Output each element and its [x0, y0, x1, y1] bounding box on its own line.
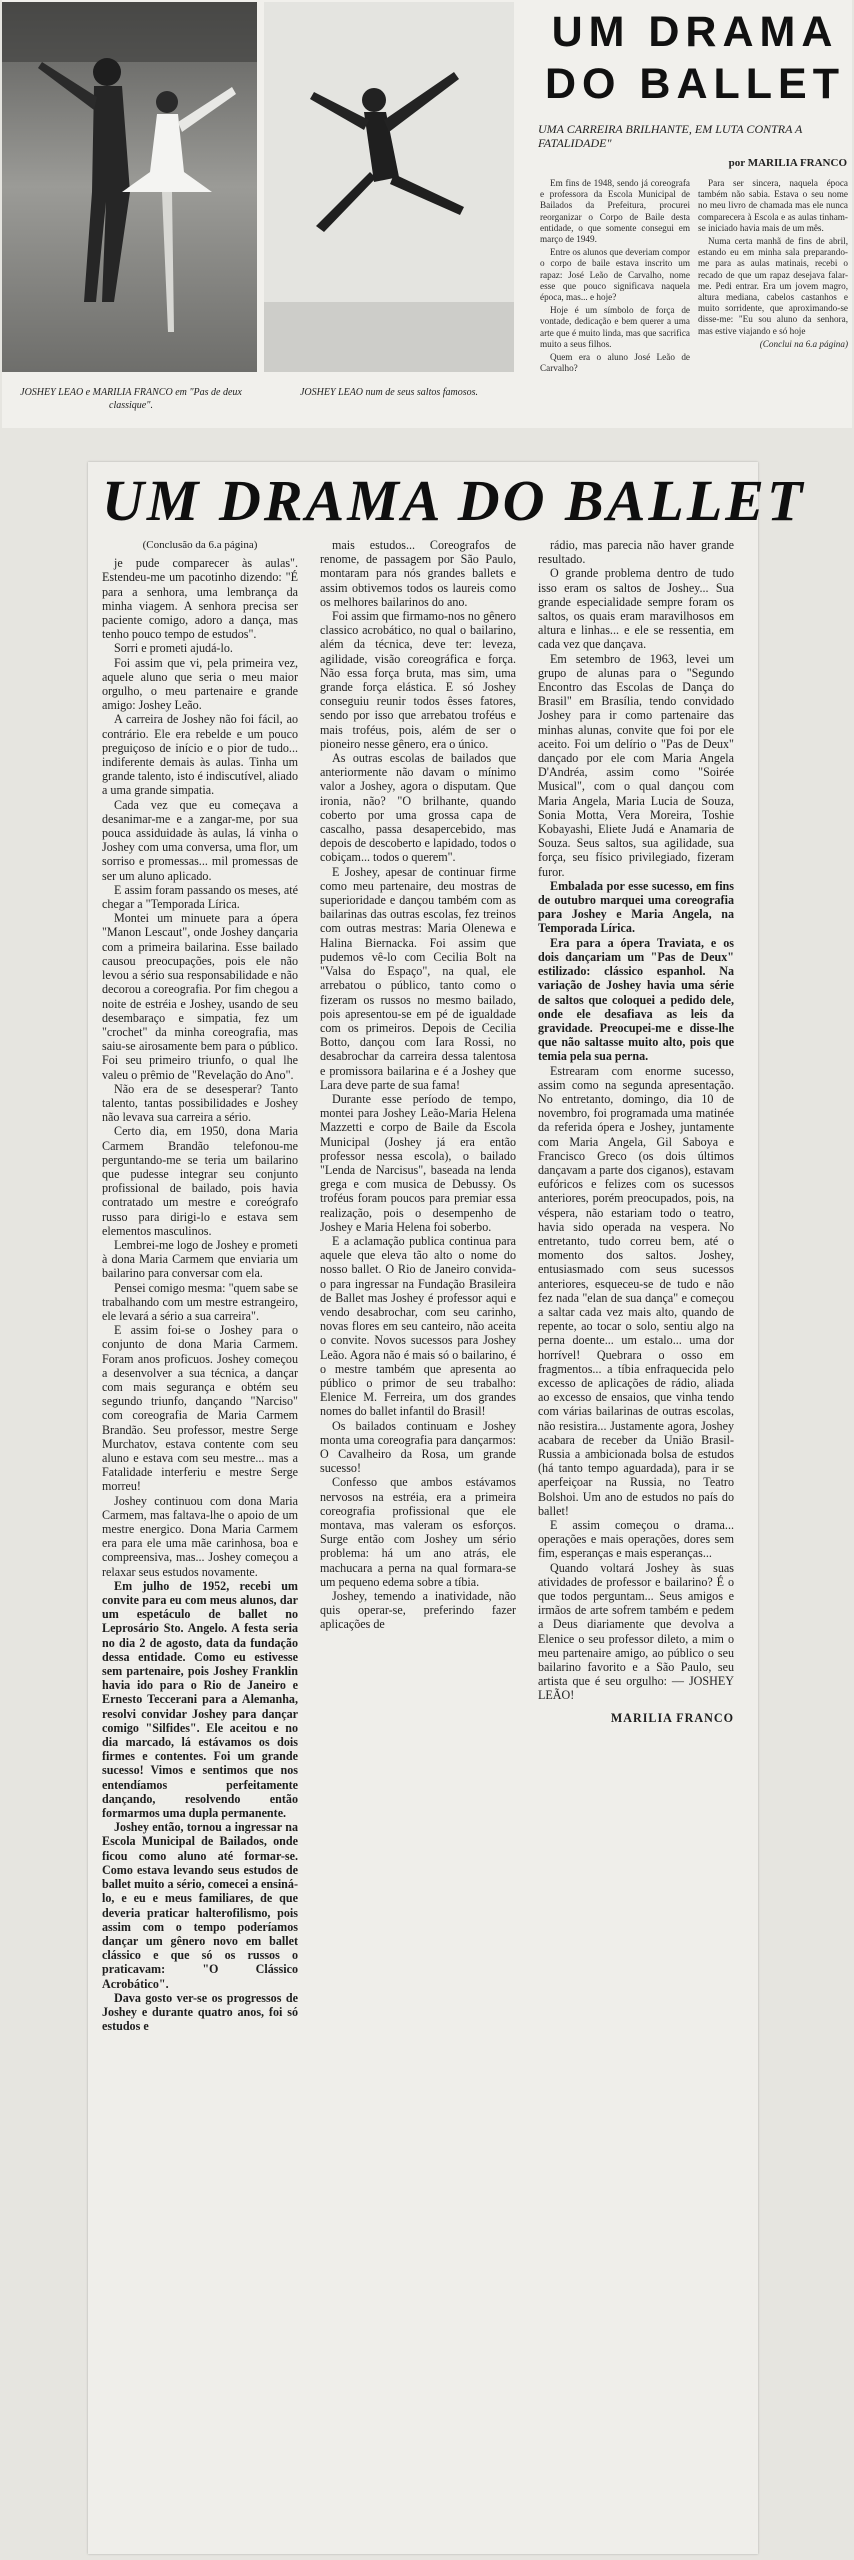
- headline-main: UM DRAMA DO BALLET: [102, 468, 806, 533]
- article-column-3: [538, 538, 734, 1918]
- paragraph: Os bailados continuam e Joshey monta uma coreografia para dançarmos: O Cavalheiro da Rosa, um grande sucesso!: [320, 1418, 516, 1476]
- signature: MARILIA FRANCO: [610, 1710, 734, 1725]
- paragraph: Era para a ópera Traviata, e os dois dançariam um "Pas de Deux" estilizado: clássico espanhol. Na variação de Joshey havia uma série de saltos que coloquei a pedido dele, onde ele desafiava as leis da gravidade. Preocupei-me e disse-lhe que não saltasse muito alto, pois que temia pela sua perna.: [538, 935, 734, 1064]
- top-article-column-2: [698, 178, 848, 352]
- paragraph: Em fins de 1948, sendo já coreografa e professora da Escola Municipal de Bailados da Prefeitura, procurei reorganizar o Corpo de Baile desta entidade, o que somente consegui em março de 1949.: [540, 178, 690, 245]
- paragraph: mais estudos... Coreografos de renome, de passagem por São Paulo, montaram para nós grandes ballets e assim obtivemos todos os laureis como os melhores bailarinos do ano.: [320, 538, 516, 609]
- paragraph: Em julho de 1952, recebi um convite para eu com meus alunos, dar um espetáculo de ballet no Leprosário Sto. Angelo. A festa seria no dia 2 de agosto, data da fundação dessa entidade. Como eu estivesse sem partenaire, pois Joshey Franklin havia ido para o Rio de Janeiro e Ernesto Teccerani para a Alemanha, resolvi convidar Joshey para dançar comigo "Silfides". Ele aceitou e no dia marcado, lá estávamos os dois firmes e contentes. Foi um grande sucesso! Vimos e sentimos que nos entendíamos perfeitamente dançando, resolvendo então formarmos uma dupla permanente.: [102, 1578, 298, 1821]
- continuation-note: (Conclusão da 6.a página): [142, 539, 258, 551]
- top-article-column-1: [540, 178, 690, 376]
- photo-pas-de-deux: [2, 2, 257, 372]
- paragraph: E assim foi-se o Joshey para o conjunto de dona Maria Carmem. Foram anos proficuos. Joshey começou a desenvolver a sua técnica, a dançar com mais segurança e obtém seu segundo triunfo, dançando "Narciso" com coreografia de Maria Carmem Brandão. Seu professor, mestre Serge Murchatov, estava contente com seu aluno e estava com seu mestre... mas a Fatalidade interferiu e mestre Serge morreu!: [102, 1323, 298, 1494]
- paragraph: E assim foram passando os meses, até chegar a "Temporada Lírica.: [102, 882, 298, 912]
- paragraph: O grande problema dentro de tudo isso eram os saltos de Joshey... Sua grande especialidade sempre foram os saltos, os quais eram maravilhosos em altura e linhas... e ele se ressentia, em cada vez que dançava.: [538, 566, 734, 652]
- paragraph: A carreira de Joshey não foi fácil, ao contrário. Ele era rebelde e um pouco preguiçoso de início e o pior de tudo... indiferente demais às aulas. Tinha um grande talento, isto é indiscutível, aliado a uma grande simpatia.: [102, 712, 298, 798]
- paragraph: Numa certa manhã de fins de abril, estando eu em minha sala preparando-me para as aulas matinais, recebi o recado de que um rapaz desejava falar-me. Pedi entrar. Era um jovem magro, altura mediana, cabelos castanhos e muito sorridente, que aproximando-se disse-me: "Eu sou aluno da senhora, mas estive viajando e só hoje: [698, 236, 848, 336]
- paragraph: Confesso que ambos estávamos nervosos na estréia, era a primeira coreografia profissional que ele montava, mas valeram os esforços. Surge então com Joshey um sério problema: há um ano atrás, ele machucara a perna na qual formara-se um pequeno edema sobre a tíbia.: [320, 1475, 516, 1589]
- photo-jump: [264, 2, 514, 372]
- paragraph: Embalada por esse sucesso, em fins de outubro marquei uma coreografia para Joshey e Maria Angela, na Temporada Lírica.: [538, 878, 734, 936]
- paragraph: Joshey, temendo a inatividade, não quis operar-se, preferindo fazer aplicações de: [320, 1589, 516, 1632]
- continued-note: (Conclui na 6.a página): [759, 338, 848, 349]
- paragraph: Pensei comigo mesma: "quem sabe se trabalhando com um mestre estrangeiro, ele levará a sério a sua carreira".: [102, 1280, 298, 1323]
- byline-top: por MARILIA FRANCO: [728, 157, 847, 169]
- paragraph: rádio, mas parecia não haver grande resultado.: [538, 538, 734, 567]
- paragraph: E a aclamação publica continua para aquele que eleva tão alto o nome do nosso ballet. O Rio de Janeiro convida-o para ingressar na Fundação Brasileira de Ballet mas Joshey é professor aqui e vendo desabrochar, com seu carinho, novas flores em seu canteiro, não aceita o convite. Novos sucessos para Joshey Leão. Agora não é mais só o bailarino, é o mestre também que apresenta ao público o primor de seu trabalho: Elenice M. Ferreira, um dos grandes nomes do ballet infantil do Brasil!: [320, 1233, 516, 1419]
- subtitle-top: UMA CARREIRA BRILHANTE, EM LUTA CONTRA A FATALIDADE": [538, 122, 803, 150]
- paragraph: E assim começou o drama... operações e mais operações, dores sem fim, esperanças e mais esperanças...: [538, 1518, 734, 1561]
- dancers-photo-image: [2, 2, 257, 372]
- paragraph: E Joshey, apesar de continuar firme como meu partenaire, deu mostras de superioridade e dançou também com as bailarinas das outras escolas, fez treinos com outras mestras: Maria Olenewa e Halina Biernacka. Foi assim que pudemos vê-lo com Cecilia Bolt na "Valsa do Espaço", na qual, ele arrebatou o público, tanto como o fizeram os russos no mesmo bailado, pois apresentou-se em pé de igualdade com os primeiros. Depois de Cecilia Botto, dançou com Iara Rossi, no desabrochar da carreira dessa talentosa e promissora bailarina e é a Joshey que Lara deve parte de sua fama!: [320, 864, 516, 1092]
- paragraph: Lembrei-me logo de Joshey e prometi à dona Maria Carmem que enviaria um bailarino para conversar com ela.: [102, 1237, 298, 1281]
- paragraph: Estrearam com enorme sucesso, assim como na segunda apresentação. No entretanto, domingo, dia 10 de novembro, foi programada uma matinée da referida ópera e Joshey, juntamente com Maria Angela, Gil Saboya e Francisco Greco (os dois últimos dançavam a parte dos ciganos), estavam eufóricos e felizes com os sucessos anteriores, porém preocupados, pois, na véspera, não estariam todo o teatro, havia sido operada na vespera. No entretanto, tudo correu bem, até o momento dos saltos. Joshey, entusiasmado com seus sucessos anteriores, esqueceu-se de tudo e não fez nada "elan de sua dança" e começou a saltar cada vez mais alto, quando de repente, ao tocar o solo, sentiu algo na perna doente... um estalo... uma dor horrível! Quebrara o osso em fragmentos... a tíbia enfraquecida pelo excesso de aplicações de rádio, aliada ao excesso de ensaios, que vinha tendo com várias bailarinas de outras escolas, não resistira... Justamente agora, Joshey acabara de receber da União Brasil-Russia a ambicionada bolsa de estudos (há tanto tempo aguardada), para ir se aperfeiçoar na Russia, no Teatro Bolshoi. Um ano de estudos no país do ballet!: [538, 1063, 734, 1518]
- paragraph: Não era de se desesperar? Tanto talento, tantas possibilidades e Joshey não levava sua carreira a sério.: [102, 1081, 298, 1125]
- paragraph: Montei um minuete para a ópera "Manon Lescaut", onde Joshey dançaria com a primeira bailarina. Esse bailado causou preocupações, pois ele não levou a sério sua responsabilidade e não decorou a coreografia. Por fim chegou a noite de estréia e Joshey, usando de seu desembaraço e simpatia, fez um "crochet" da minha coreografia, mas saiu-se airosamente bem para o público. Foi seu primeiro triunfo, o qual lhe valeu o prêmio de "Revelação do Ano".: [102, 911, 298, 1082]
- paragraph: As outras escolas de bailados que anteriormente não davam o mínimo valor a Joshey, agora o disputam. Que ironia, não? "O brilhante, quando coberto por uma grossa capa de cascalho, passa desapercebido, mas depois de descoberto e lapidado, todos o cobiçam... todos o querem".: [320, 751, 516, 865]
- paragraph: Foi assim que firmamo-nos no gênero classico acrobático, no qual o bailarino, além da técnica, deve ter: leveza, agilidade, visão coreográfica e força. Não essa força bruta, mas sim, uma grande força elástica. E só Joshey conseguiu reunir todos êsses fatores, sendo por isso que arrebatou troféus e mais troféus, pois, além de ser o pioneiro nesse gênero, era o único.: [320, 609, 516, 751]
- top-clipping: [2, 0, 852, 428]
- main-clipping: [88, 462, 806, 2554]
- paragraph: Certo dia, em 1950, dona Maria Carmem Brandão telefonou-me perguntando-me se teria um bailarino que pudesse integrar seu conjunto profissional de bailado, pois havia contratado um mestre e coreógrafo russo para dirigi-lo e estava sem elementos masculinos.: [102, 1124, 298, 1238]
- paragraph: Entre os alunos que deveriam compor o corpo de baile estava inscrito um rapaz: José Leão de Carvalho, nome esse que pouco significava naquela época, mas... e hoje?: [540, 247, 690, 303]
- paragraph: Para ser sincera, naquela época também não sabia. Estava o seu nome no meu livro de chamada mas ele nunca comparecera à Escola e as aulas tinham-se iniciado havia mais de um mês.: [698, 178, 848, 233]
- article-column-2: [320, 538, 516, 2058]
- paragraph: Hoje é um símbolo de força de vontade, dedicação e bem querer a uma arte que é muito linda, mas que sacrifica muito a seus filhos.: [540, 305, 690, 349]
- paragraph: Quem era o aluno José Leão de Carvalho?: [540, 352, 690, 374]
- jump-photo-image: [264, 2, 514, 372]
- paragraph: Dava gosto ver-se os progressos de Joshey e durante quatro anos, foi só estudos e: [102, 1990, 298, 2034]
- paragraph: Cada vez que eu começava a desanimar-me e a zangar-me, por sua pouca assiduidade às aulas, lá vinha o Joshey com uma conversa, uma flor, um sorriso e promessas... mil promessas de ser um aluno aplicado.: [102, 797, 298, 883]
- paragraph: Em setembro de 1963, levei um grupo de alunas para o "Segundo Encontro das Escolas de Dança do Brasil" em Brasília, tendo convidado Joshey para ir como partenaire das minhas alunas, convite que foi por ele aceito. Foi um delírio o "Pas de Deux" dançado por ele com Maria Angela D'Andréa, assim como "Soirée Musical", com o qual dançou com Maria Angela, Maria Lucia de Souza, Sonia Motta, Vera Moreira, Toshie Kobayashi, Eliete Judá e Anamaria de Souza. Seus saltos, sua agilidade, sua força, seu físico privilegiado, fizeram furor.: [538, 651, 734, 879]
- paragraph: je pude comparecer às aulas". Estendeu-me um pacotinho dizendo: "É para a senhora, uma lembrança da minha viagem. A senhora precisa ser paciente comigo, adoro a dança, mas tenho pouco tempo de estudos".: [102, 556, 298, 642]
- article-column-1: [102, 538, 298, 2548]
- paragraph: Foi assim que vi, pela primeira vez, aquele aluno que seria o meu maior orgulho, o meu partenaire e grande amigo: Joshey Leão.: [102, 655, 298, 713]
- paragraph: Joshey continuou com dona Maria Carmem, mas faltava-lhe o apoio de um mestre energico. Dona Maria Carmem era para ele uma mãe carinhosa, boa e compreensiva, mas... Joshey começou a relaxar seus estudos novamente.: [102, 1493, 298, 1579]
- paragraph: Joshey então, tornou a ingressar na Escola Municipal de Bailados, onde ficou como aluno até formar-se. Como estava levando seus estudos de ballet muito a sério, comecei a ensiná-lo, e eu e meus familiares, de que deveria praticar halterofilismo, pois assim com o tempo poderíamos dançar um gênero novo em ballet clássico e que só os russos o praticavam: "O Clássico Acrobático".: [102, 1820, 298, 1991]
- headline-top: UM DRAMA DO BALLET: [544, 8, 846, 108]
- paragraph: Quando voltará Joshey às suas atividades de professor e bailarino? É o que todos perguntam... Seus amigos e irmãos de arte sofrem também e pedem a Deus diariamente que devolva a Elenice o seu professor dileto, a mim o meu partenaire amigo, ao público o seu bailarino favorito e a São Paulo, seu artista que é seu orgulho: — JOSHEY LEÃO!: [538, 1560, 734, 1703]
- paragraph: Sorri e prometi ajudá-lo.: [114, 641, 233, 656]
- paragraph: Durante esse período de tempo, montei para Joshey Leão-Maria Helena Mazzetti e corpo de Baile da Escola Municipal (Joshey já era então professor nessa escola), o bailado "Lenda de Narcisus", baseada na lenda grega e com musica de Debussy. Os troféus foram poucos para premiar essa realização, pois o desempenho de Joshey e Maria Helena foi soberbo.: [320, 1091, 516, 1234]
- photo-caption-left: JOSHEY LEAO e MARILIA FRANCO em "Pas de deux classique".: [20, 387, 242, 411]
- photo-caption-right: JOSHEY LEAO num de seus saltos famosos.: [299, 387, 479, 398]
